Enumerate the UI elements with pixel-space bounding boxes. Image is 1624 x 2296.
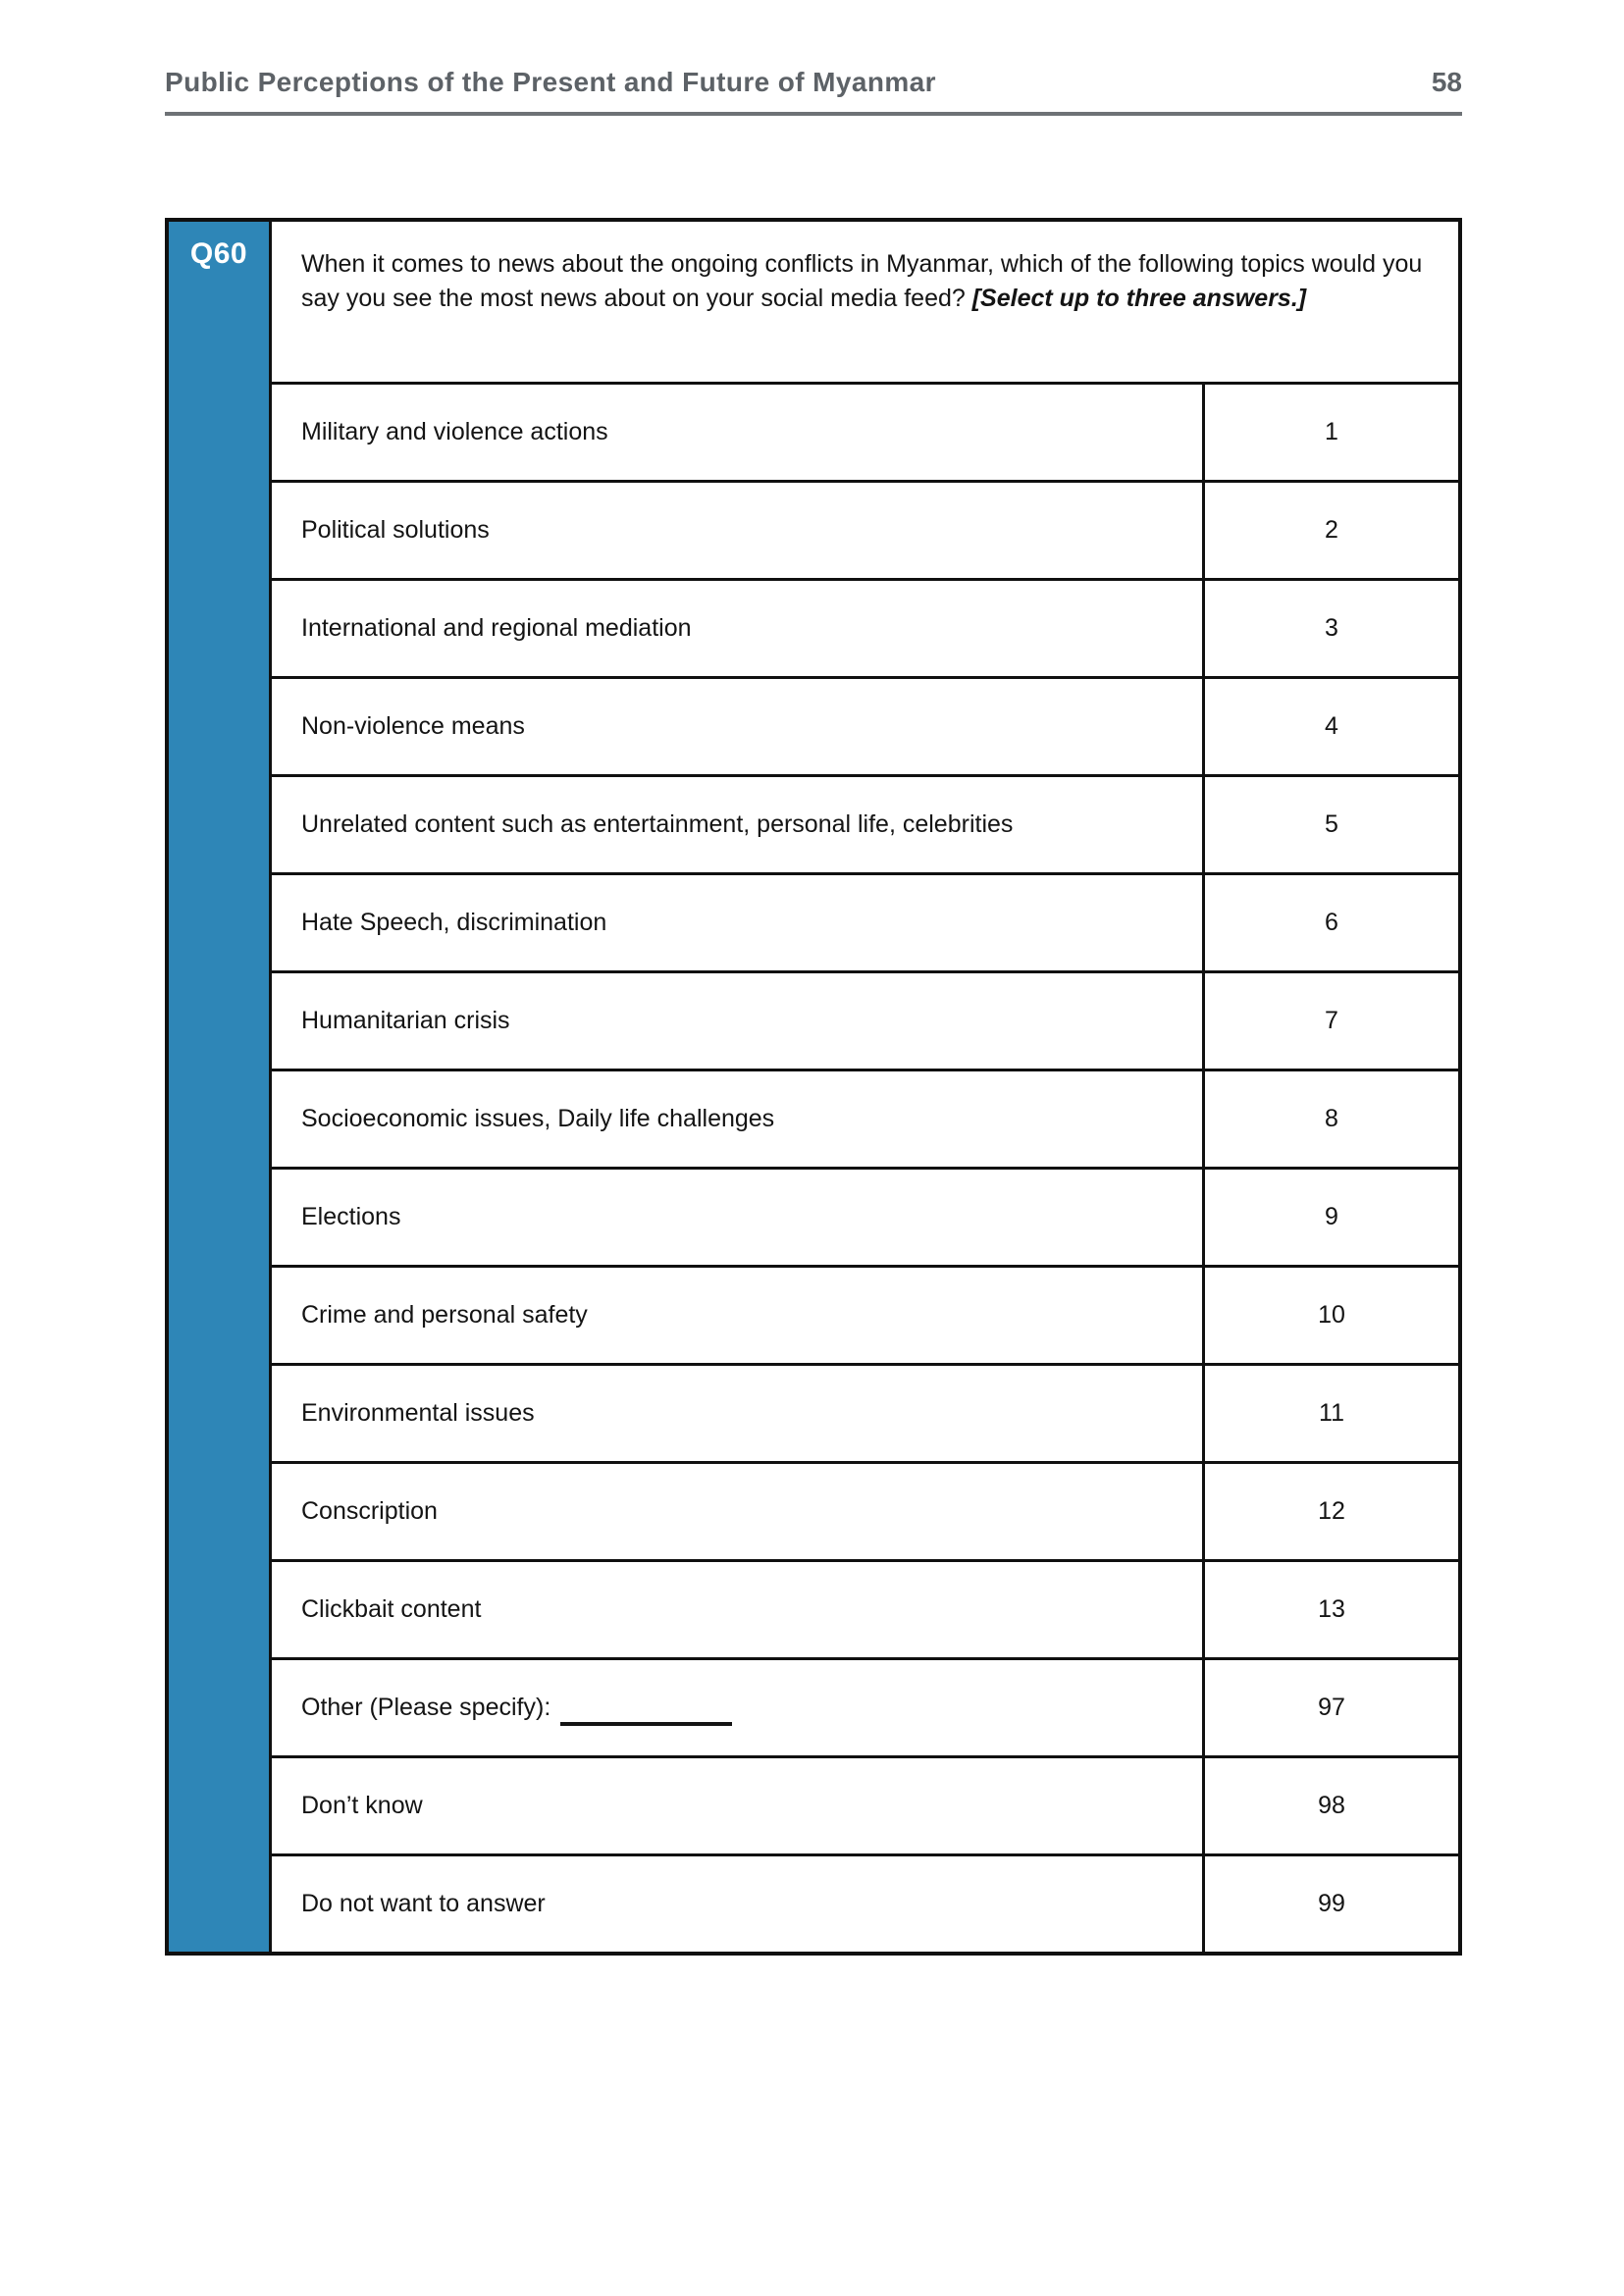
option-code: 10 (1318, 1301, 1345, 1329)
option-code: 11 (1319, 1399, 1344, 1427)
question-text: When it comes to news about the ongoing conflicts in Myanmar, which of the following topics would you say you see the most news about on your social media feed? (301, 250, 1423, 312)
option-code: 8 (1325, 1105, 1338, 1132)
document-title: Public Perceptions of the Present and Future of Myanmar (165, 67, 936, 97)
question-table (165, 218, 1462, 1956)
option-code: 13 (1318, 1595, 1345, 1623)
option-label: Humanitarian crisis (272, 973, 1205, 1069)
option-row (272, 1853, 1458, 1952)
option-label: Do not want to answer (272, 1856, 1205, 1952)
option-row (272, 872, 1458, 970)
question-id-column (169, 222, 272, 1952)
option-label: Don’t know (272, 1758, 1205, 1853)
option-row (272, 382, 1458, 480)
question-id-badge: Q60 (189, 237, 248, 270)
option-code: 98 (1318, 1792, 1345, 1819)
question-instruction: [Select up to three answers.] (971, 284, 1307, 312)
header-divider (165, 112, 1462, 116)
option-code: 99 (1318, 1890, 1345, 1917)
option-label: Unrelated content such as entertainment, personal life, celebrities (272, 777, 1205, 872)
option-code: 7 (1325, 1007, 1338, 1034)
question-text-cell (272, 222, 1458, 382)
option-row (272, 774, 1458, 872)
option-row (272, 1755, 1458, 1853)
option-label: Elections (272, 1170, 1205, 1265)
option-row (272, 1657, 1458, 1755)
question-body (272, 222, 1458, 1952)
option-label: Hate Speech, discrimination (272, 875, 1205, 970)
option-label: Military and violence actions (272, 385, 1205, 480)
option-row (272, 1167, 1458, 1265)
option-code: 97 (1318, 1694, 1345, 1721)
option-code: 6 (1325, 909, 1338, 936)
option-label: International and regional mediation (272, 581, 1205, 676)
option-code: 3 (1325, 614, 1338, 642)
option-code: 9 (1325, 1203, 1338, 1230)
option-row (272, 480, 1458, 578)
option-label: Non-violence means (272, 679, 1205, 774)
write-in-blank (560, 1697, 732, 1726)
option-label: Political solutions (272, 483, 1205, 578)
page-header (165, 67, 1462, 98)
page-number: 58 (1431, 67, 1462, 97)
option-row (272, 578, 1458, 676)
option-code: 4 (1325, 712, 1338, 740)
option-label: Conscription (272, 1464, 1205, 1559)
option-code: 2 (1325, 516, 1338, 544)
option-label: Other (Please specify): (272, 1660, 1205, 1755)
option-row (272, 1461, 1458, 1559)
option-code: 5 (1325, 810, 1338, 838)
option-code: 1 (1325, 418, 1338, 445)
option-row (272, 676, 1458, 774)
option-code: 12 (1318, 1497, 1345, 1525)
option-row (272, 1363, 1458, 1461)
option-row (272, 1559, 1458, 1657)
option-label: Environmental issues (272, 1366, 1205, 1461)
option-label: Socioeconomic issues, Daily life challenges (272, 1071, 1205, 1167)
option-row (272, 1265, 1458, 1363)
option-label: Clickbait content (272, 1562, 1205, 1657)
option-row (272, 1069, 1458, 1167)
option-label: Crime and personal safety (272, 1268, 1205, 1363)
option-row (272, 970, 1458, 1069)
